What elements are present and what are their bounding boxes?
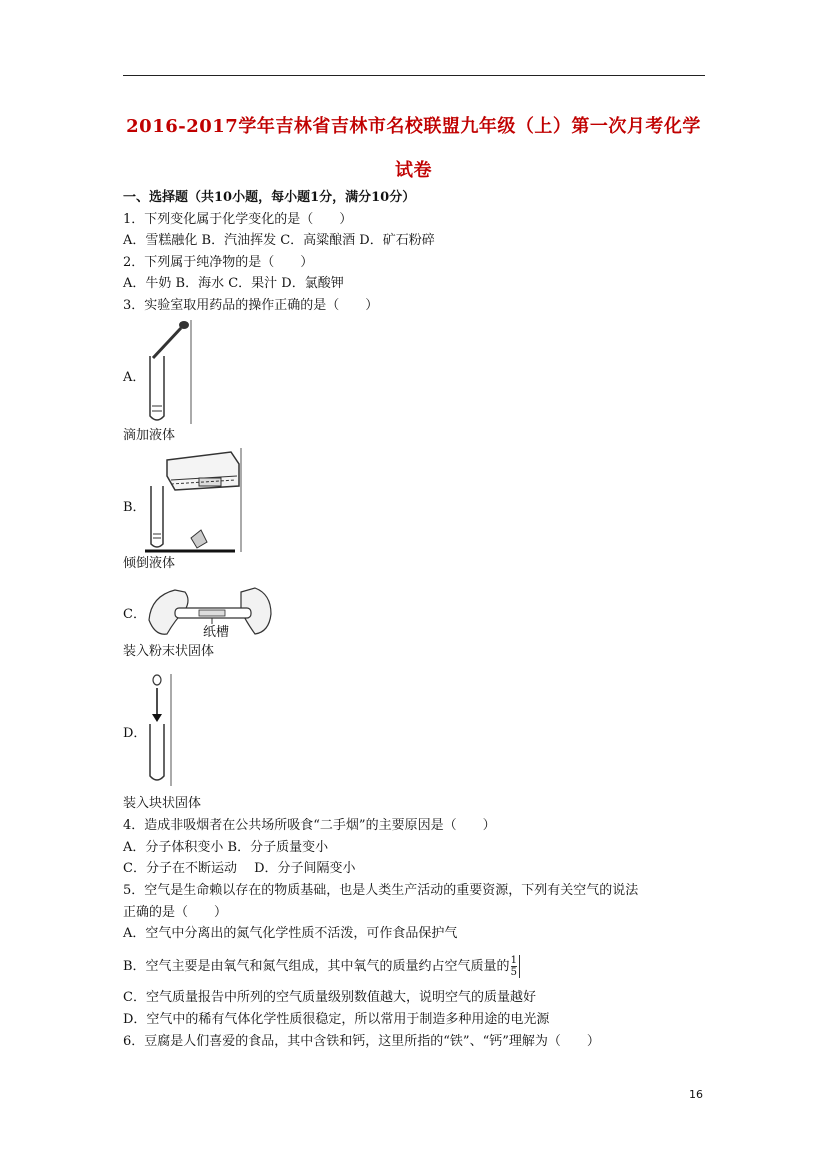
question-5-option-c: C．空气质量报告中所列的空气质量级别数值越大，说明空气的质量越好 bbox=[123, 990, 536, 1005]
option-a-label: A． bbox=[123, 370, 146, 385]
option-c-caption: 装入粉末状固体 bbox=[123, 644, 215, 659]
question-4-options-cd: C．分子在不断运动 D．分子间隔变小 bbox=[123, 861, 356, 876]
dropper-test-tube-figure bbox=[145, 318, 195, 426]
section-heading: 一、选择题（共10小题，每小题1分，满分10分） bbox=[123, 190, 416, 205]
header-rule bbox=[123, 75, 705, 76]
page-number: 16 bbox=[689, 1088, 703, 1101]
question-3-stem: 3．实验室取用药品的操作正确的是（ ） bbox=[123, 298, 379, 313]
fraction-numerator: 1 bbox=[510, 955, 517, 966]
question-5-option-a: A．空气中分离出的氮气化学性质不活泼，可作食品保护气 bbox=[123, 926, 458, 941]
pouring-liquid-figure bbox=[145, 446, 243, 554]
document-title-line1: 2016-2017学年吉林省吉林市名校联盟九年级（上）第一次月考化学 bbox=[126, 116, 701, 137]
fraction-one-fifth bbox=[511, 955, 520, 978]
question-1-options: A．雪糕融化 B．汽油挥发 C．高粱酿酒 D．矿石粉碎 bbox=[123, 233, 435, 248]
question-1-stem: 1．下列变化属于化学变化的是（ ） bbox=[123, 212, 353, 227]
option-d-caption: 装入块状固体 bbox=[123, 796, 202, 811]
option-b-label: B． bbox=[123, 500, 146, 515]
fraction-denominator: 5 bbox=[510, 967, 517, 978]
question-5-option-d: D．空气中的稀有气体化学性质很稳定，所以常用于制造多种用途的电光源 bbox=[123, 1012, 550, 1027]
question-2-stem: 2．下列属于纯净物的是（ ） bbox=[123, 255, 314, 270]
question-4-stem: 4．造成非吸烟者在公共场所吸食“二手烟”的主要原因是（ ） bbox=[123, 818, 496, 833]
question-5-option-b bbox=[123, 955, 520, 978]
question-5-stem-line1: 5．空气是生命赖以存在的物质基础，也是人类生产活动的重要资源，下列有关空气的说法 bbox=[123, 883, 639, 898]
document-title-line2: 试卷 bbox=[395, 160, 432, 181]
question-4-options-ab: A．分子体积变小 B．分子质量变小 bbox=[123, 840, 329, 855]
question-6-stem: 6．豆腐是人们喜爱的食品，其中含铁和钙，这里所指的“铁”、“钙”理解为（ ） bbox=[123, 1034, 600, 1049]
option-d-label: D． bbox=[123, 726, 147, 741]
question-2-options: A．牛奶 B．海水 C．果汁 D．氯酸钾 bbox=[123, 276, 344, 291]
option-a-caption: 滴加液体 bbox=[123, 428, 176, 443]
paper-trough-label: 纸槽 bbox=[203, 625, 230, 640]
question-5-option-b-text: B．空气主要是由氧气和氮气组成，其中氧气的质量约占空气质量的 bbox=[123, 959, 510, 974]
option-c-label: C． bbox=[123, 607, 146, 622]
paper-trough-figure bbox=[145, 580, 275, 640]
block-solid-figure bbox=[145, 672, 175, 788]
question-5-stem-line2: 正确的是（ ） bbox=[123, 905, 228, 920]
option-b-caption: 倾倒液体 bbox=[123, 556, 176, 571]
